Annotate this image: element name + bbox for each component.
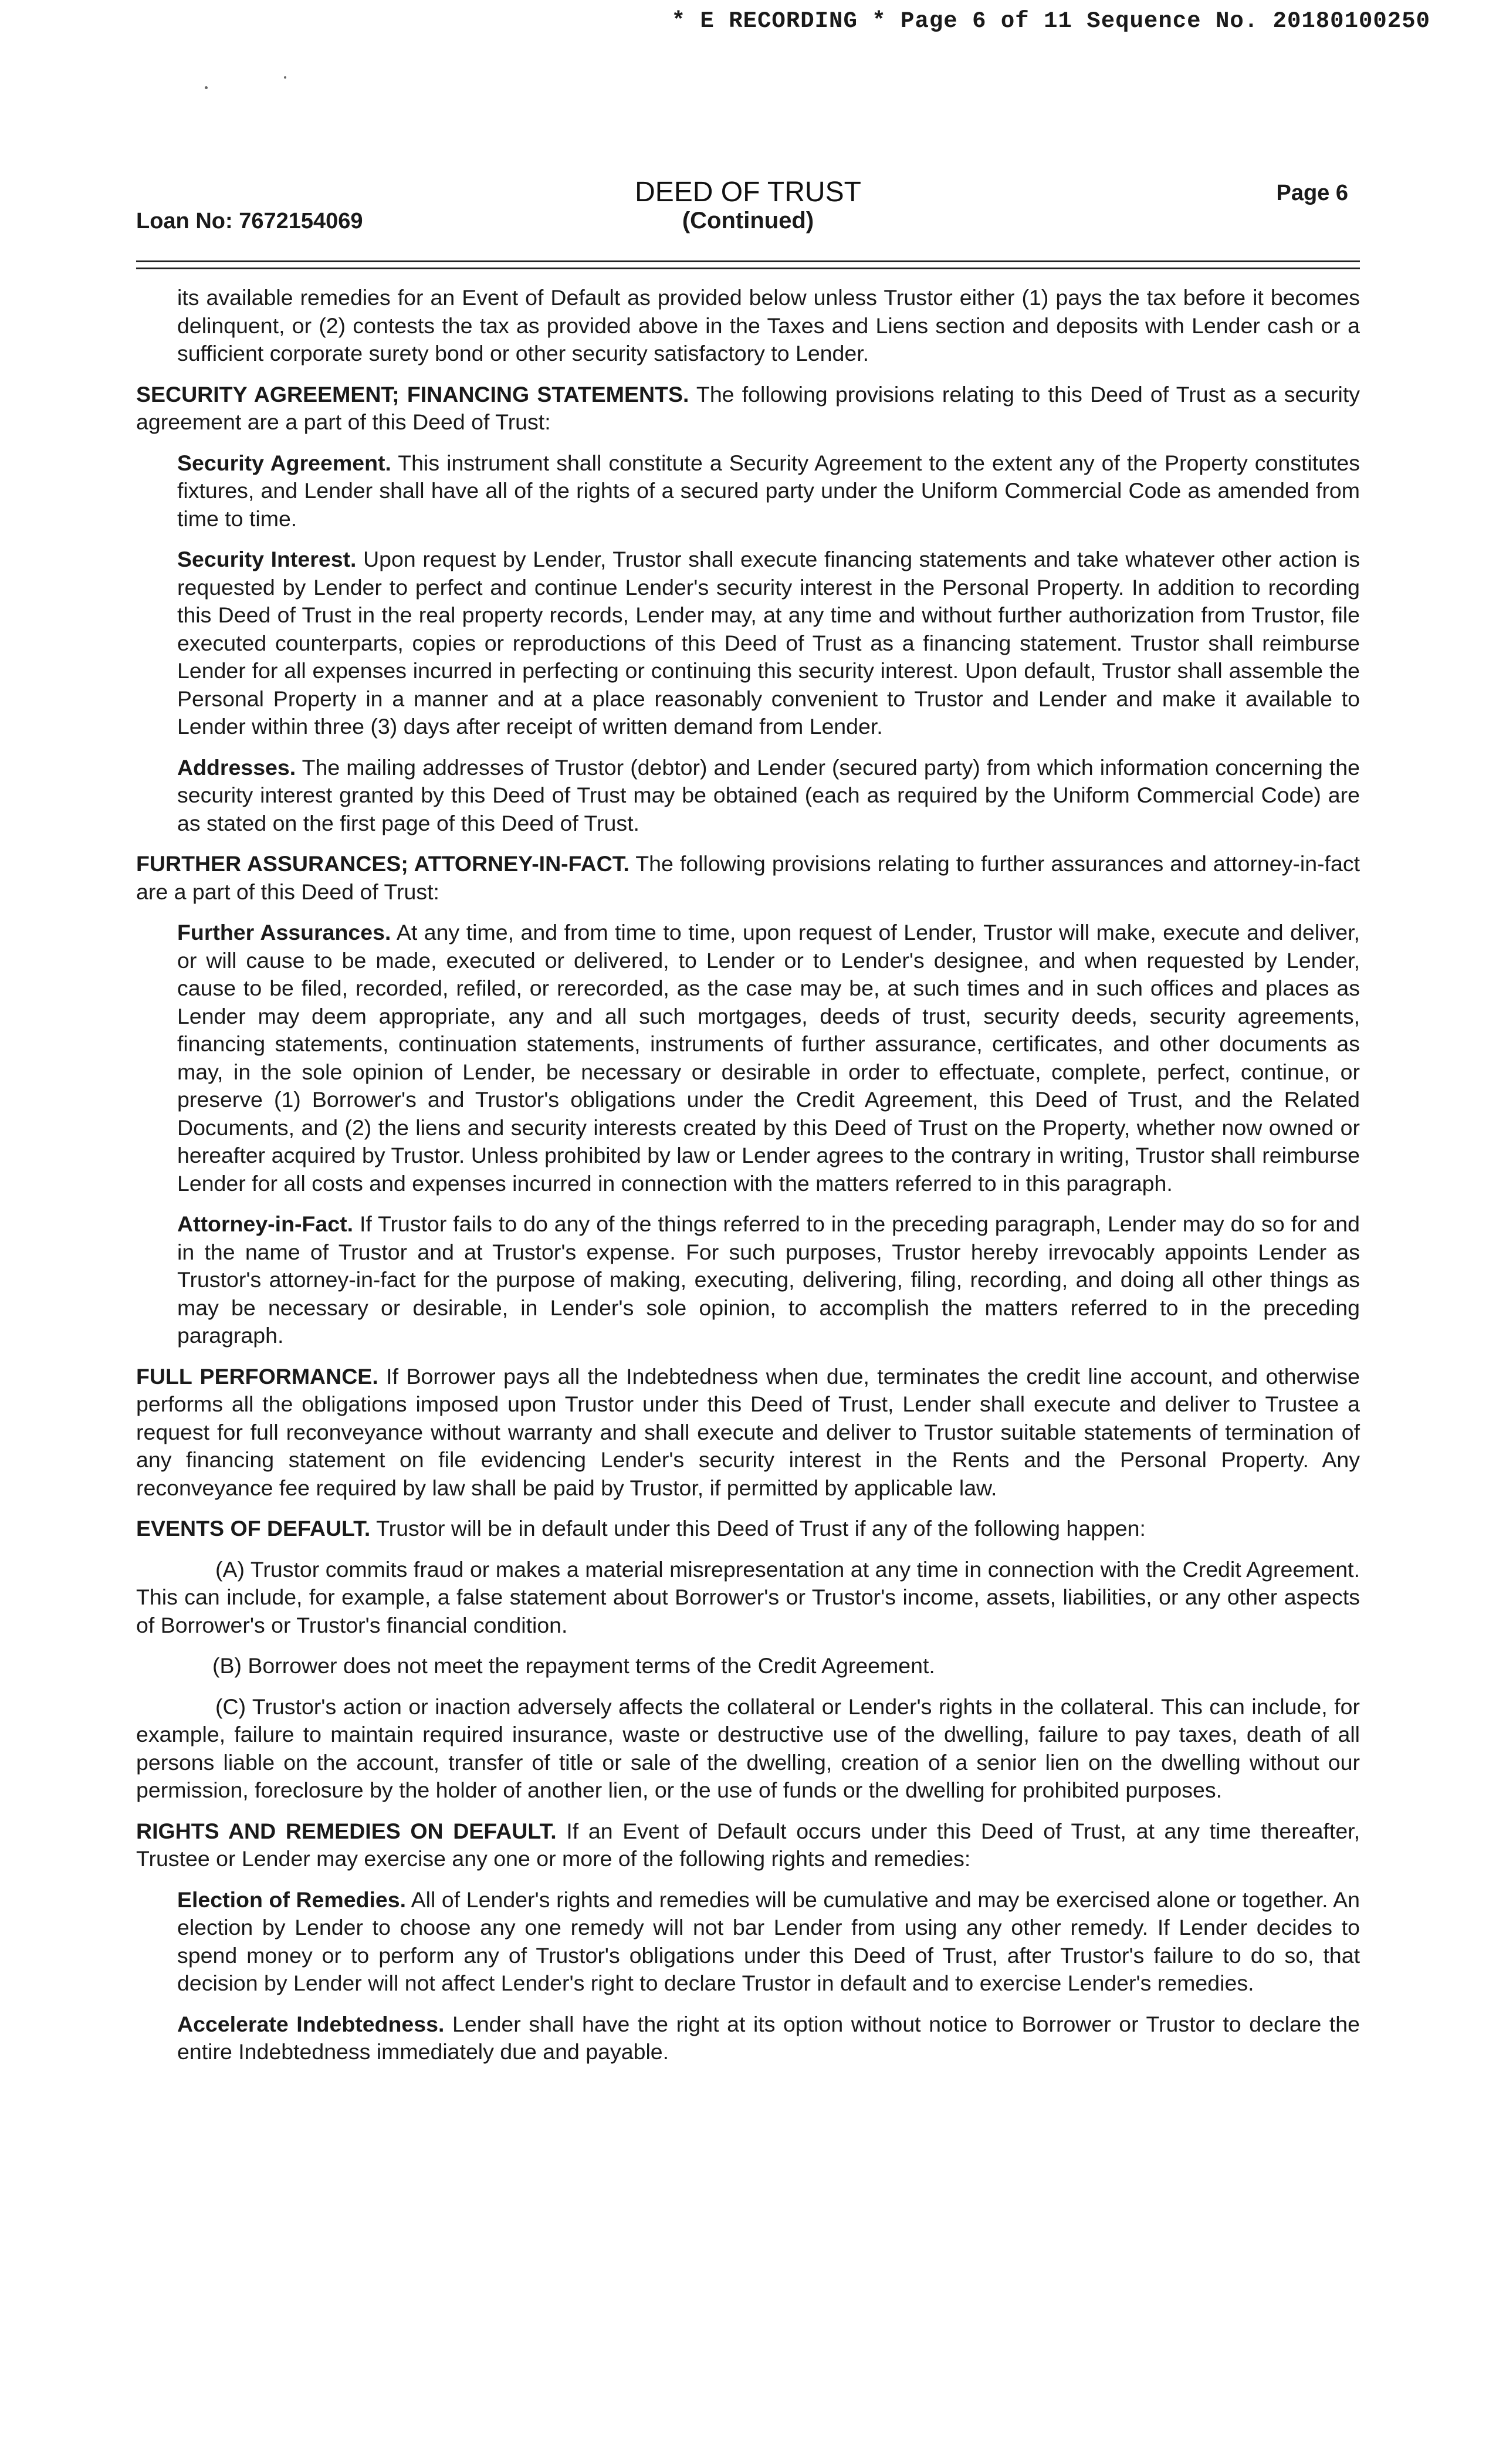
paragraph-text: its available remedies for an Event of Default as provided below unless Trustor either (1) pays the tax before it becomes delinquent, or (2) contests the tax as provided above in the Taxes and Liens section and deposits with Lender cash or a sufficient corporate surety bond or other security satisfactory to Lender. [177, 285, 1360, 365]
paragraph [136, 1652, 1360, 1680]
paragraph-heading: Attorney-in-Fact. [177, 1211, 353, 1236]
document-body [136, 284, 1360, 2079]
scan-speck [284, 76, 286, 79]
paragraph-text: (A) Trustor commits fraud or makes a material misrepresentation at any time in connection with the Credit Agreement. This can include, for example, a false statement about Borrower's or Trustor's income, assets, liabilities, or any other aspects of Borrower's or Trustor's financial condition. [136, 1556, 1360, 1637]
paragraph-heading: Election of Remedies. [177, 1887, 407, 1912]
paragraph [136, 546, 1360, 741]
paragraph-heading: RIGHTS AND REMEDIES ON DEFAULT. [136, 1818, 557, 1843]
paragraph-text: At any time, and from time to time, upon request of Lender, Trustor will make, execute and deliver, or will cause to be made, executed or delivered, to Lender or to Lender's designee, and when requested by Lender, cause to be filed, recorded, refiled, or rerecorded, as the case may be, at such times and in such offices and places as Lender may deem appropriate, any and all such mortgages, deeds of trust, security deeds, security agreements, financing statements, continuation statements, instruments of further assurance, certificates, and other documents as may, in the sole opinion of Lender, be necessary or desirable in order to effectuate, complete, perfect, continue, or preserve (1) Borrower's and Trustor's obligations under the Credit Agreement, this Deed of Trust, and the Related Documents, and (2) the liens and security interests created by this Deed of Trust on the Property, whether now owned or hereafter acquired by Trustor. Unless prohibited by law or Lender agrees to the contrary in writing, Trustor shall reimburse Lender for all costs and expenses incurred in connection with the matters referred to in this paragraph. [177, 920, 1360, 1196]
paragraph-text: The following provisions relating to this Deed of Trust as a security agreement are a part of this Deed of Trust: [136, 381, 1360, 434]
page-number: Page 6 [1276, 181, 1348, 205]
paragraph-heading: Accelerate Indebtedness. [177, 2011, 445, 2036]
header-rule-bottom [136, 268, 1360, 269]
document-subtitle: (Continued) [682, 208, 814, 233]
paragraph [136, 2011, 1360, 2066]
paragraph [136, 1210, 1360, 1350]
paragraph [136, 449, 1360, 533]
paragraph [136, 1817, 1360, 1873]
paragraph-text: This instrument shall constitute a Security Agreement to the extent any of the Property constitutes fixtures, and Lender shall have all of the rights of a secured party under the Uniform Commercial Code as amended from time to time. [177, 450, 1360, 531]
paragraph-text: The mailing addresses of Trustor (debtor) and Lender (secured party) from which information concerning the security interest granted by this Deed of Trust may be obtained (each as required by the Uniform Commercial Code) are as stated on the first page of this Deed of Trust. [177, 754, 1360, 835]
paragraph-text: (C) Trustor's action or inaction adversely affects the collateral or Lender's rights in the collateral. This can include, for example, failure to maintain required insurance, waste or destructive use of the dwelling, failure to pay taxes, death of all persons liable on the account, transfer of title or sale of the dwelling, creation of a senior lien on the dwelling without our permission, foreclosure by the holder of another lien, or the use of funds or the dwelling for prohibited purposes. [136, 1694, 1360, 1802]
paragraph-text: All of Lender's rights and remedies will be cumulative and may be exercised alone or together. An election by Lender to choose any one remedy will not bar Lender from using any other remedy. If Lender decides to spend money or to perform any of Trustor's obligations under this Deed of Trust, after Trustor's failure to do so, that decision by Lender will not affect Lender's right to declare Trustor in default and to exercise Lender's remedies. [177, 1887, 1360, 1995]
paragraph-text: Trustor will be in default under this Deed of Trust if any of the following happen: [376, 1516, 1146, 1541]
paragraph [136, 381, 1360, 436]
paragraph [136, 1515, 1360, 1543]
recording-stamp: * E RECORDING * Page 6 of 11 Sequence No. 20180100250 [671, 8, 1430, 34]
header-rule-top [136, 260, 1360, 262]
paragraph-heading: FULL PERFORMANCE. [136, 1363, 378, 1389]
paragraph [136, 754, 1360, 838]
paragraph-text: Lender shall have the right at its option without notice to Borrower or Trustor to declare the entire Indebtedness immediately due and payable. [177, 2011, 1360, 2064]
paragraph-heading: EVENTS OF DEFAULT. [136, 1516, 371, 1541]
paragraph-heading: Further Assurances. [177, 920, 391, 945]
paragraph-heading: Addresses. [177, 754, 296, 780]
paragraph [136, 284, 1360, 368]
scan-speck [205, 86, 208, 89]
paragraph-text: (B) Borrower does not meet the repayment terms of the Credit Agreement. [212, 1653, 935, 1678]
paragraph-heading: Security Interest. [177, 547, 357, 571]
paragraph [136, 1693, 1360, 1805]
paragraph-text: The following provisions relating to further assurances and attorney-in-fact are a part of this Deed of Trust: [136, 851, 1360, 904]
loan-number: Loan No: 7672154069 [136, 209, 363, 233]
paragraph [136, 1886, 1360, 1998]
paragraph-text: If Trustor fails to do any of the things referred to in the preceding paragraph, Lender may do so for and in the name of Trustor and at Trustor's expense. For such purposes, Trustor hereby irrevocably appoints Lender as Trustor's attorney-in-fact for the purpose of making, executing, delivering, filing, recording, and doing all other things as may be necessary or desirable, in Lender's sole opinion, to accomplish the matters referred to in the preceding paragraph. [177, 1211, 1360, 1348]
paragraph [136, 850, 1360, 906]
paragraph [136, 919, 1360, 1197]
paragraph-text: If an Event of Default occurs under this Deed of Trust, at any time thereafter, Trustee or Lender may exercise any one or more of the following rights and remedies: [136, 1818, 1360, 1871]
paragraph-text: Upon request by Lender, Trustor shall execute financing statements and take whatever other action is requested by Lender to perfect and continue Lender's security interest in the Personal Property. In addition to recording this Deed of Trust in the real property records, Lender may, at any time and without further authorization from Trustor, file executed counterparts, copies or reproductions of this Deed of Trust as a financing statement. Trustor shall reimburse Lender for all expenses incurred in perfecting or continuing this security interest. Upon default, Trustor shall assemble the Personal Property in a manner and at a place reasonably convenient to Trustor and Lender and make it available to Lender within three (3) days after receipt of written demand from Lender. [177, 547, 1360, 739]
paragraph-heading: Security Agreement. [177, 450, 391, 475]
paragraph-heading: FURTHER ASSURANCES; ATTORNEY-IN-FACT. [136, 851, 629, 876]
paragraph [136, 1556, 1360, 1640]
paragraph [136, 1363, 1360, 1502]
paragraph-text: If Borrower pays all the Indebtedness when due, terminates the credit line account, and otherwise performs all the obligations imposed upon Trustor under this Deed of Trust, Lender shall execute and deliver to Trustee a request for full reconveyance without warranty and shall execute and deliver to Trustor suitable statements of termination of any financing statement on file evidencing Lender's security interest in the Rents and the Personal Property. Any reconveyance fee required by law shall be paid by Trustor, if permitted by applicable law. [136, 1363, 1360, 1500]
paragraph-heading: SECURITY AGREEMENT; FINANCING STATEMENTS. [136, 381, 689, 407]
document-title: DEED OF TRUST [635, 177, 861, 208]
